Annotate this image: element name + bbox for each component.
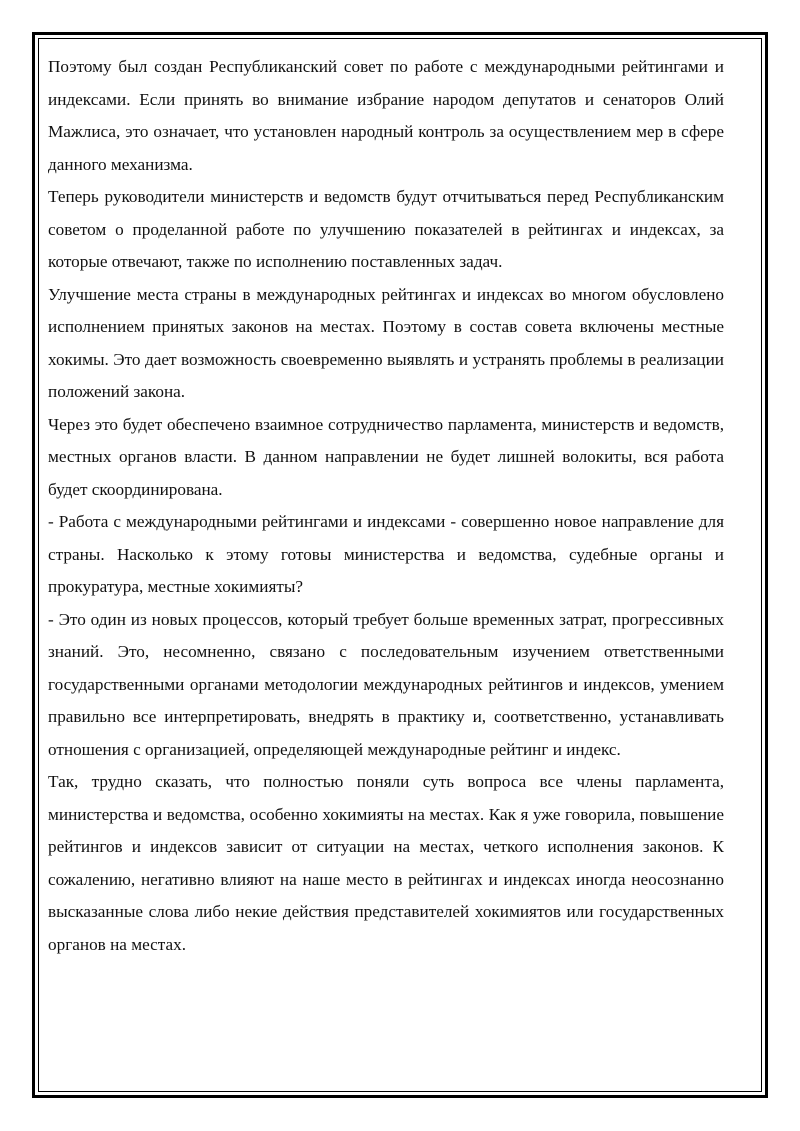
paragraph-7: Так, трудно сказать, что полностью поняли суть вопроса все члены парламента, министерства и ведомства, особенно хокимияты на местах. Как я уже говорила, повышение рейтингов и индексов зависит от ситуации на местах, четкого исполнения законов. К сожалению, негативно влияют на наше место в рейтингах и индексах иногда неосознанно высказанные слова либо некие действия представителей хокимиятов или государственных органов на местах. [48,772,724,954]
paragraph-4: Через это будет обеспечено взаимное сотрудничество парламента, министерств и ведомств, местных органов власти. В данном направлении не будет лишней волокиты, вся работа будет скоординирована. [48,414,724,499]
paragraph-2: Теперь руководители министерств и ведомств будут отчитываться перед Республиканским советом о проделанной работе по улучшению показателей в рейтингах и индексах, за которые отвечают, также по исполнению поставленных задач. [48,187,724,271]
paragraph-3: Улучшение места страны в международных рейтингах и индексах во многом обусловлено исполнением принятых законов на местах. Поэтому в состав совета включены местные хокимы. Это дает возможность своевременно выявлять и устранять проблемы в реализации положений закона. [48,284,724,401]
paragraph-5-question: - Работа с международными рейтингами и индексами - совершенно новое направление для страны. Насколько к этому готовы министерства и ведомства, судебные органы и прокуратура, местные хокимияты? [48,512,724,596]
paragraph-1: Поэтому был создан Республиканский совет по работе с международными рейтингами и индексами. Если принять во внимание избрание народом депутатов и сенаторов Олий Мажлиса, это означает, что установлен народный контроль за осуществлением мер в сфере данного механизма. [48,57,724,174]
document-body [48,51,724,961]
paragraph-6-answer: - Это один из новых процессов, который требует больше временных затрат, прогрессивных знаний. Это, несомненно, связано с последовательным изучением ответственными государственными органами методологии международных рейтингов и индексов, умением правильно все интерпретировать, внедрять в практику и, соответственно, устанавливать отношения с организацией, определяющей международные рейтинг и индекс. [48,609,724,759]
